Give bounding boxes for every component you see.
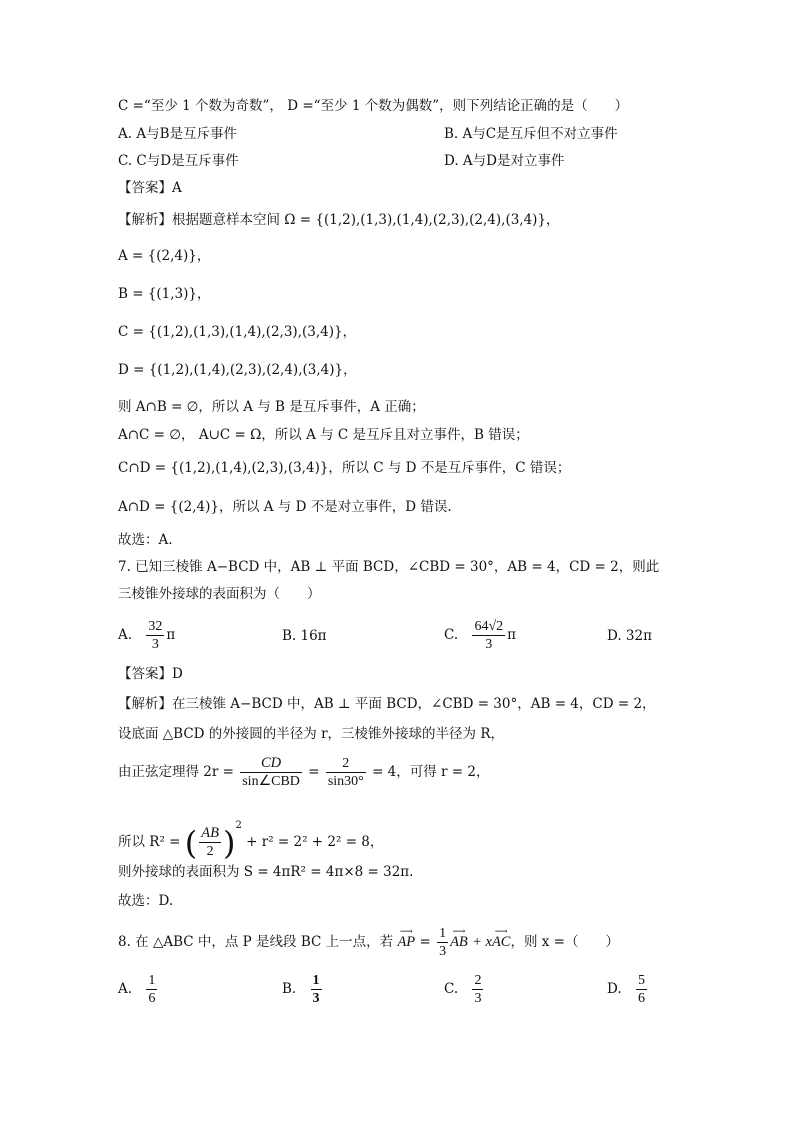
vector-ac: ⟶ AC bbox=[491, 926, 511, 950]
q8-option-b-fraction: $\frac{1}{3}$ bbox=[312, 973, 320, 1006]
q6-set-d: D = {(1,2),(1,4),(2,3),(2,4),(3,4)}， bbox=[118, 362, 357, 378]
q6-option-d: D. A与D是对立事件 bbox=[444, 153, 565, 169]
q6-set-a: A = {(2,4)}， bbox=[118, 248, 211, 264]
q7-stem-line-2: 三棱锥外接球的表面积为（ ） bbox=[118, 586, 321, 602]
q7-surface-area: 则外接球的表面积为 S = 4πR² = 4π×8 = 32π. bbox=[118, 864, 414, 880]
q7-analysis-line-1: 【解析】在三棱锥 A−BCD 中，AB ⊥ 平面 BCD，∠CBD = 30°，AB = 4，CD = 2， bbox=[118, 696, 656, 712]
vector-ab: ⟶ AB bbox=[450, 926, 468, 950]
q8-option-c-fraction: $\frac{2}{3}$ bbox=[474, 973, 482, 1006]
q7-stem-line-1: 7. 已知三棱锥 A−BCD 中，AB ⊥ 平面 BCD，∠CBD = 30°，AB = 4，CD = 2，则此 bbox=[118, 559, 660, 575]
q7-radius-formula: 所以 R² = ( $\frac{AB}{2}$ )$^2$ + r² = 2² + 2² = 8， bbox=[118, 820, 384, 862]
q6-set-b: B = {(1,3)}， bbox=[118, 286, 211, 302]
q7-radius-fraction: $\frac{AB}{2}$ bbox=[201, 825, 219, 859]
q6-analysis-line-4: A∩D = {(2,4)}，所以 A 与 D 不是对立事件，D 错误. bbox=[118, 499, 452, 515]
q8-option-b: B. $\frac{1}{3}$ bbox=[282, 973, 320, 1006]
q6-analysis-sample-space: 【解析】根据题意样本空间 Ω = {(1,2),(1,3),(1,4),(2,3),(2,4),(3,4)}， bbox=[118, 212, 560, 228]
q8-option-c: C. $\frac{2}{3}$ bbox=[444, 973, 482, 1006]
q7-choose: 故选：D. bbox=[118, 893, 174, 909]
q6-analysis-line-2: A∩C = ∅， A∪C = Ω，所以 A 与 C 是互斥且对立事件，B 错误； bbox=[118, 427, 529, 443]
q8-coefficient-fraction: $\frac{1}{3}$ bbox=[439, 926, 447, 959]
q6-analysis-line-1: 则 A∩B = ∅，所以 A 与 B 是互斥事件，A 正确； bbox=[118, 399, 425, 415]
q6-analysis-line-3: C∩D = {(1,2),(1,4),(2,3),(3,4)}，所以 C 与 D 不是互斥事件，C 错误； bbox=[118, 460, 571, 476]
q7-law-of-sines: 由正弦定理得 2r = $\frac{CD}{\text{sin∠CBD}}$ = $\frac{2}{\sin 30^\circ}$ = 4，可得 r = 2， bbox=[118, 755, 490, 789]
q7-option-a: A. $\frac{32}{3}$ π bbox=[118, 619, 176, 652]
q6-option-c: C. C与D是互斥事件 bbox=[118, 153, 239, 169]
q7-option-d: D. 32π bbox=[607, 628, 652, 644]
q6-option-a: A. A与B是互斥事件 bbox=[118, 126, 238, 142]
q7-option-c-fraction: $\frac{64√2}{3}$ bbox=[474, 619, 504, 652]
q8-option-a: A. $\frac{1}{6}$ bbox=[118, 973, 156, 1006]
q6-answer: 【答案】A bbox=[118, 180, 182, 196]
q7-law-fraction-2: $\frac{2}{\sin 30^\circ}$ bbox=[327, 756, 364, 789]
q7-answer: 【答案】D bbox=[118, 666, 183, 682]
q7-law-fraction-1: $\frac{CD}{\text{sin∠CBD}}$ bbox=[242, 755, 300, 789]
q8-option-d-fraction: $\frac{5}{6}$ bbox=[637, 973, 645, 1006]
q7-option-b: B. 16π bbox=[282, 628, 327, 644]
q7-analysis-line-2: 设底面 △BCD 的外接圆的半径为 r，三棱锥外接球的半径为 R， bbox=[118, 726, 504, 742]
q8-option-a-fraction: $\frac{1}{6}$ bbox=[148, 973, 156, 1006]
vector-ap: ⟶ AP bbox=[397, 926, 416, 950]
q7-option-a-fraction: $\frac{32}{3}$ bbox=[148, 619, 163, 652]
q7-option-c: C. $\frac{64√2}{3}$ π bbox=[444, 619, 516, 652]
q6-choose: 故选：A. bbox=[118, 532, 173, 548]
q6-stem: C =“至少 1 个数为奇数”， D =“至少 1 个数为偶数”，则下列结论正确的是（ ） bbox=[118, 98, 629, 114]
q6-set-c: C = {(1,2),(1,3),(1,4),(2,3),(3,4)}， bbox=[118, 324, 357, 340]
q8-stem: 8. 在 △ABC 中，点 P 是线段 BC 上一点，若 ⟶ AP = $\frac{1}{3}$ ⟶ AB + x ⟶ AC，则 x =（ ） bbox=[118, 922, 619, 962]
q8-option-d: D. $\frac{5}{6}$ bbox=[607, 973, 645, 1006]
q6-option-b: B. A与C是互斥但不对立事件 bbox=[444, 126, 618, 142]
